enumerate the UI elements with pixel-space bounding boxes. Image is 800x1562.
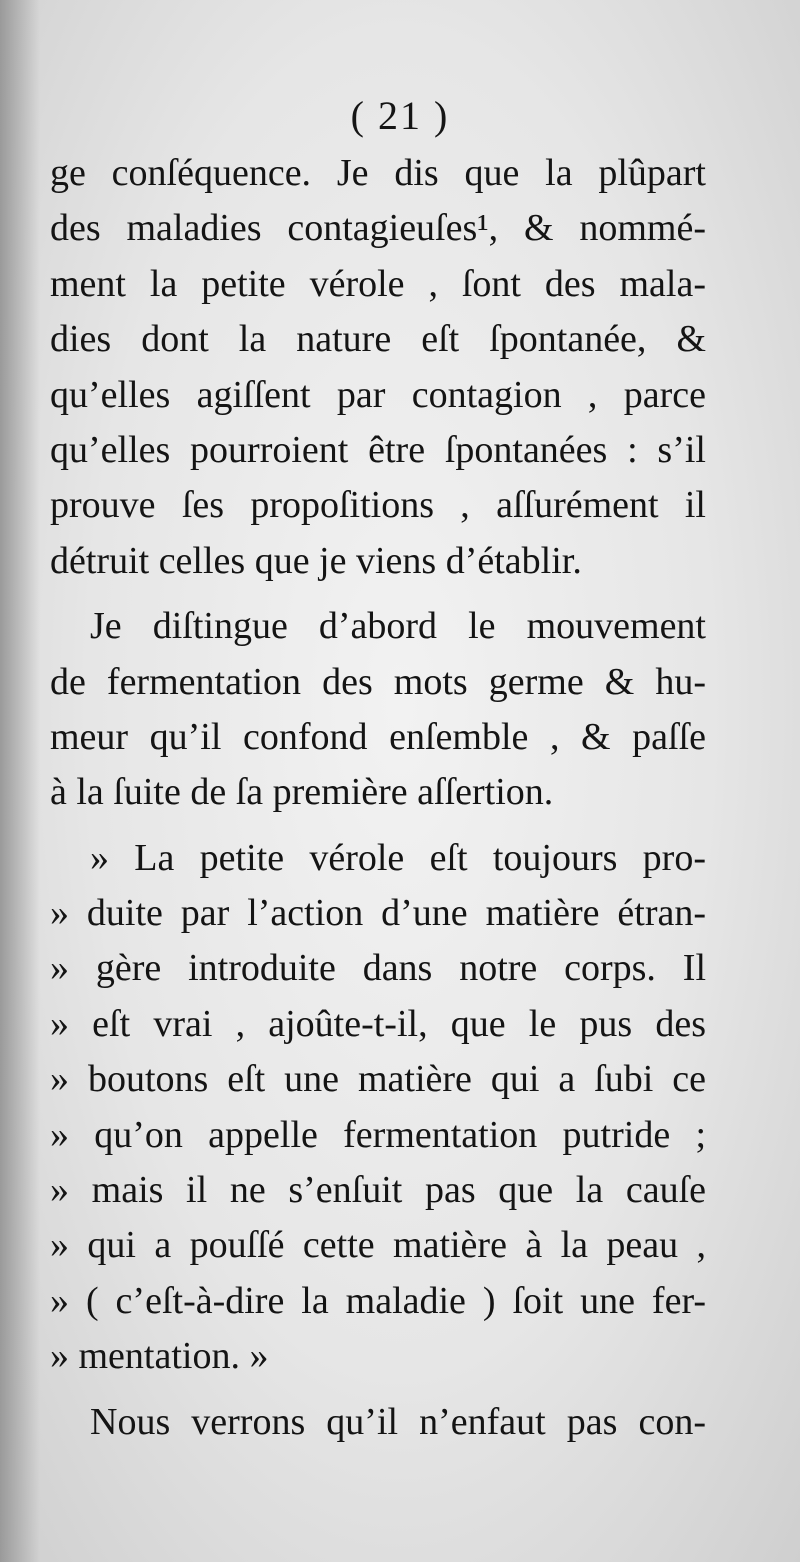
text-line: » ( c’eſt-à-dire la maladie ) ſoit une fer- [50,1279,706,1322]
text-line: » gère introduite dans notre corps. Il [50,947,706,990]
text-line: » boutons eſt une matière qui a ſubi ce [50,1058,706,1101]
text-line: qu’elles agiſſent par contagion , parce [50,373,706,416]
text-line: à la ſuite de ſa première aſſertion. [50,771,554,814]
text-line: » mentation. » [50,1335,269,1378]
text-line: de fermentation des mots germe & hu- [50,660,706,703]
text-line: meur qu’il confond enſemble , & paſſe [50,715,706,758]
text-line: Nous verrons qu’il n’enfaut pas con- [90,1400,706,1443]
text-line: des maladies contagieuſes¹, & nommé- [50,207,706,250]
text-line: détruit celles que je viens d’établir. [50,539,582,582]
text-line: » eſt vrai , ajoûte-t-il, que le pus des [50,1002,706,1045]
text-line: Je diſtingue d’abord le mouvement [90,605,706,648]
text-line: » La petite vérole eſt toujours pro- [90,836,706,879]
text-line: » qui a pouſſé cette matière à la peau , [50,1224,706,1267]
text-line: » mais il ne s’enſuit pas que la cauſe [50,1169,706,1212]
text-line: qu’elles pourroient être ſpontanées : s’il [50,428,706,471]
body-text [50,146,706,1450]
page-gutter-shadow [0,0,40,1562]
text-line: ge conſéquence. Je dis que la plûpart [50,152,706,194]
text-line: prouve ſes propoſitions , aſſurément il [50,484,706,527]
text-line: » qu’on appelle fermentation putride ; [50,1113,706,1156]
page-number: ( 21 ) [350,93,450,138]
text-line: » duite par l’action d’une matière étran- [50,892,706,935]
text-line: ment la petite vérole , ſont des mala- [50,262,706,305]
text-line: dies dont la nature eſt ſpontanée, & [50,318,706,361]
